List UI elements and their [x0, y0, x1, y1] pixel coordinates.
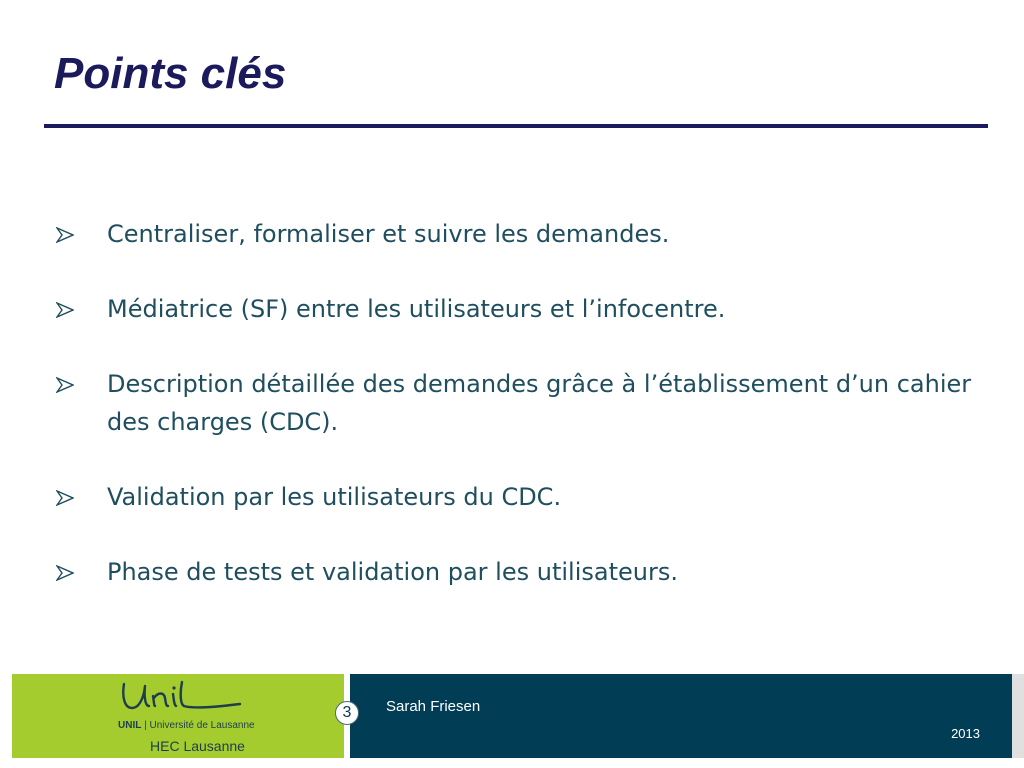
unil-logo — [118, 678, 274, 756]
bullet-item — [56, 553, 976, 591]
slide-footer — [0, 672, 1024, 768]
bullet-item — [56, 215, 976, 253]
author-name: Sarah Friesen — [386, 698, 481, 715]
logo-university-name: Université de Lausanne — [149, 720, 255, 731]
bullet-text: Validation par les utilisateurs du CDC. — [107, 483, 562, 511]
slide-title: Points clés — [54, 49, 287, 98]
bullet-item — [56, 365, 976, 441]
footer-year: 2013 — [951, 726, 980, 741]
bullet-text: Description détaillée des demandes grâce à l’établissement d’un cahier des charges (CDC). — [107, 370, 972, 436]
arrowhead-bullet-icon — [56, 490, 74, 506]
bullet-text: Médiatrice (SF) entre les utilisateurs et l’infocentre. — [107, 295, 726, 323]
logo-abbr: UNIL — [118, 720, 142, 731]
logo-separator: | — [144, 720, 147, 731]
arrowhead-bullet-icon — [56, 565, 74, 581]
bullet-text: Phase de tests et validation par les utilisateurs. — [107, 558, 678, 586]
bullet-text: Centraliser, formaliser et suivre les demandes. — [107, 220, 670, 248]
footer-info-panel — [350, 674, 1012, 758]
arrowhead-bullet-icon — [56, 377, 74, 393]
arrowhead-bullet-icon — [56, 227, 74, 243]
page-number-badge: 3 — [335, 701, 359, 725]
footer-logo-panel — [12, 674, 344, 758]
bullet-item — [56, 290, 976, 328]
footer-right-edge — [1012, 674, 1024, 758]
logo-school-name: HEC Lausanne — [150, 738, 245, 754]
bullet-item — [56, 478, 976, 516]
title-underline — [44, 124, 988, 128]
logo-university-line — [118, 720, 255, 731]
unil-script-logo-icon — [118, 678, 248, 718]
bullet-list — [56, 215, 976, 628]
arrowhead-bullet-icon — [56, 302, 74, 318]
